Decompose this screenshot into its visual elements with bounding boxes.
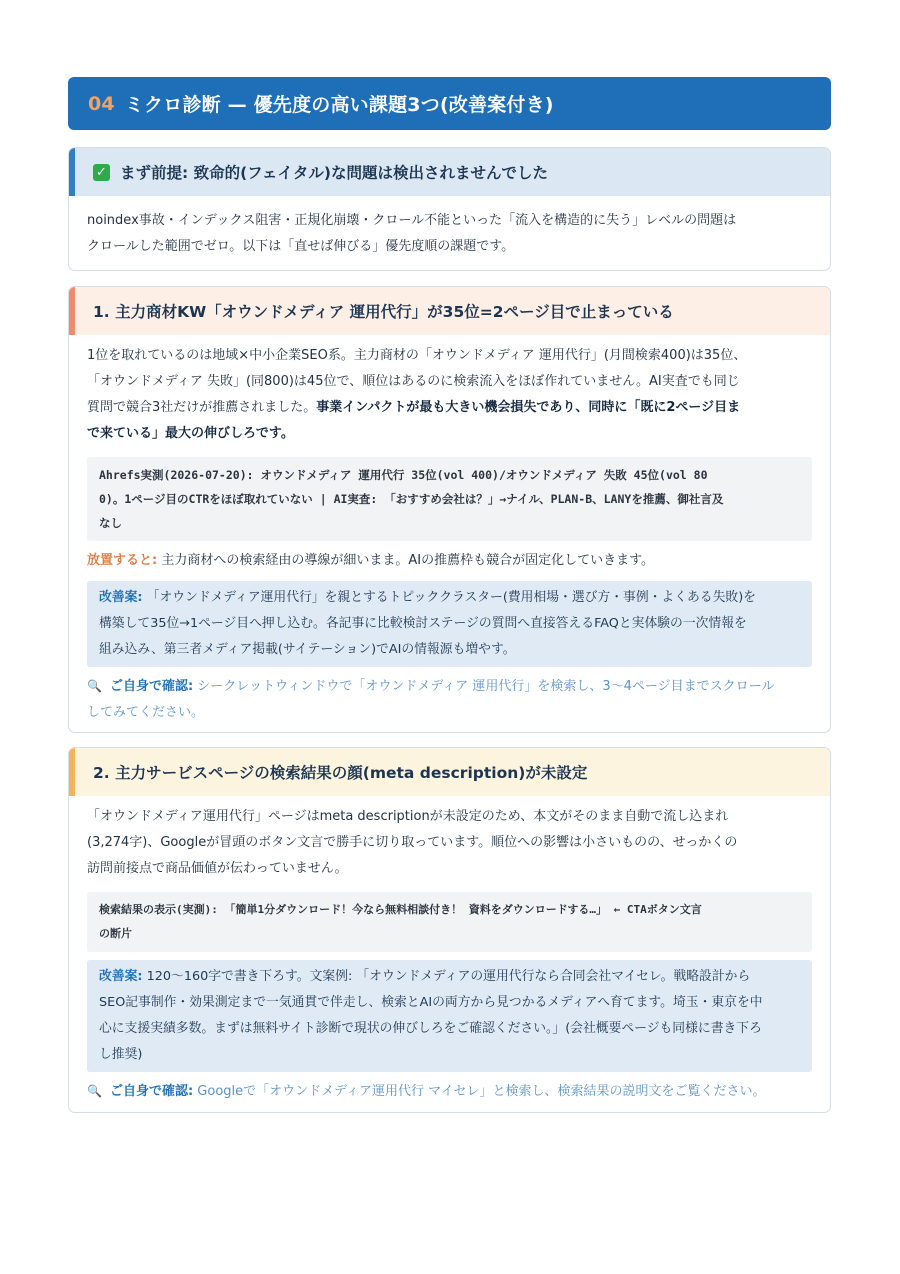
risk-label: 放置すると: [87, 553, 158, 568]
fix-line: 組み込み、第三者メディア掲載(サイテーション)でAIの情報源も増やす。 [99, 642, 516, 657]
fix-label: 改善案: [99, 590, 143, 605]
body-line: 訪問前接点で商品価値が伝わっていません。 [87, 861, 348, 876]
premise-title: まず前提: 致命的(フェイタル)な問題は検出されませんでした [120, 164, 548, 182]
fix-label: 改善案: [99, 969, 143, 984]
fix-line: 心に支援実績多数。まずは無料サイト診断で現状の伸びしろをご確認ください。」(会社概要ページも同様に書き下ろ [99, 1021, 762, 1036]
issue-1-title: 1. 主力商材KW「オウンドメディア 運用代行」が35位=2ページ目で止まっている [93, 303, 674, 321]
evidence-box [87, 457, 812, 541]
check-text: Googleで「オウンドメディア運用代行 マイセレ」と検索し、検索結果の説明文をご覧ください。 [197, 1084, 766, 1099]
section-title: ミクロ診断 — 優先度の高い課題3つ(改善案付き) [124, 94, 554, 116]
body-emphasis: で来ている」最大の伸びしろです。 [87, 426, 294, 441]
fix-text: 120〜160字で書き下ろす。文案例: 「オウンドメディアの運用代行なら合同会社マイセレ。戦略設計から [146, 969, 751, 984]
evidence-line: 0)。1ページ目のCTRをほぼ取れていない | AI実査: 「おすすめ会社は？」→ナイル、PLAN-B、LANYを推薦、御社言及 [99, 492, 724, 506]
check-label: ご自身で確認: [109, 679, 194, 694]
fix-box [87, 581, 812, 667]
fix-text: 「オウンドメディア運用代行」を親とするトピッククラスター(費用相場・選び方・事例・よくある失敗)を [146, 590, 756, 605]
body-text: 質問で競合3社だけが推薦されました。 [87, 400, 317, 415]
fix-line: し推奨) [99, 1047, 143, 1062]
body-line: 「オウンドメディア 失敗」(同800)は45位で、順位はあるのに検索流入をほぼ作れていません。AI実査でも同じ [87, 374, 740, 389]
body-line [87, 395, 812, 421]
issue-card-2 [68, 747, 831, 1113]
issue-2-body [69, 796, 830, 1105]
body-line: (3,274字)、Googleが冒頭のボタン文言で勝手に切り取っています。順位への影響は小さいものの、せっかくの [87, 835, 738, 850]
check-line: してみてください。 [87, 705, 205, 720]
issue-1-header [69, 287, 830, 335]
premise-line: noindex事故・インデックス阻害・正規化崩壊・クロール不能といった「流入を構造的に失う」レベルの問題は [87, 213, 737, 228]
section-header [68, 77, 831, 130]
premise-line: クロールした範囲でゼロ。以下は「直せば伸びる」優先度順の課題です。 [87, 239, 515, 254]
risk-note [87, 549, 812, 573]
body-line [87, 421, 812, 447]
evidence-line: の断片 [99, 927, 132, 940]
fix-line [99, 964, 800, 990]
issue-2-header [69, 748, 830, 796]
risk-text: 主力商材への検索経由の導線が細いまま。AIの推薦枠も競合が固定化していきます。 [161, 553, 655, 568]
issue-2-title: 2. 主力サービスページの検索結果の顔(meta description)が未設定 [93, 764, 588, 782]
magnifier-icon: 🔍 [87, 1084, 102, 1098]
premise-header [69, 148, 830, 196]
premise-body [69, 196, 830, 260]
fix-line [99, 585, 800, 611]
body-line: 1位を取れているのは地域×中小企業SEO系。主力商材の「オウンドメディア 運用代行」(月間検索400)は35位、 [87, 348, 747, 363]
fix-box [87, 960, 812, 1072]
check-label: ご自身で確認: [109, 1084, 194, 1099]
self-check [87, 673, 812, 726]
issue-1-body [69, 335, 830, 726]
fix-line: SEO記事制作・効果測定まで一気通貫で伴走し、検索とAIの両方から見つかるメディアへ育てます。埼玉・東京を中 [99, 995, 763, 1010]
body-emphasis: 事業インパクトが最も大きい機会損失であり、同時に「既に2ページ目ま [316, 400, 741, 415]
section-number: 04 [88, 92, 115, 115]
fix-line: 構築して35位→1ページ目へ押し込む。各記事に比較検討ステージの質問へ直接答えるFAQと実体験の一次情報を [99, 616, 747, 631]
evidence-line: Ahrefs実測(2026-07-20): オウンドメディア 運用代行 35位(vol 400)/オウンドメディア 失敗 45位(vol 80 [99, 468, 708, 482]
evidence-line: 検索結果の表示(実測): 「簡単1分ダウンロード！今なら無料相談付き！ 資料をダウンロードする…」 ← CTAボタン文言 [99, 903, 702, 916]
check-line [87, 673, 812, 700]
self-check [87, 1078, 812, 1105]
evidence-box [87, 892, 812, 952]
premise-card [68, 147, 831, 271]
evidence-line: なし [99, 516, 122, 530]
body-line: 「オウンドメディア運用代行」ページはmeta descriptionが未設定のため、本文がそのまま自動で流し込まれ [87, 809, 729, 824]
check-icon: ✓ [93, 164, 110, 181]
issue-card-1 [68, 286, 831, 733]
magnifier-icon: 🔍 [87, 679, 102, 693]
check-text: シークレットウィンドウで「オウンドメディア 運用代行」を検索し、3〜4ページ目までスクロール [197, 679, 775, 694]
check-line [87, 1078, 812, 1105]
